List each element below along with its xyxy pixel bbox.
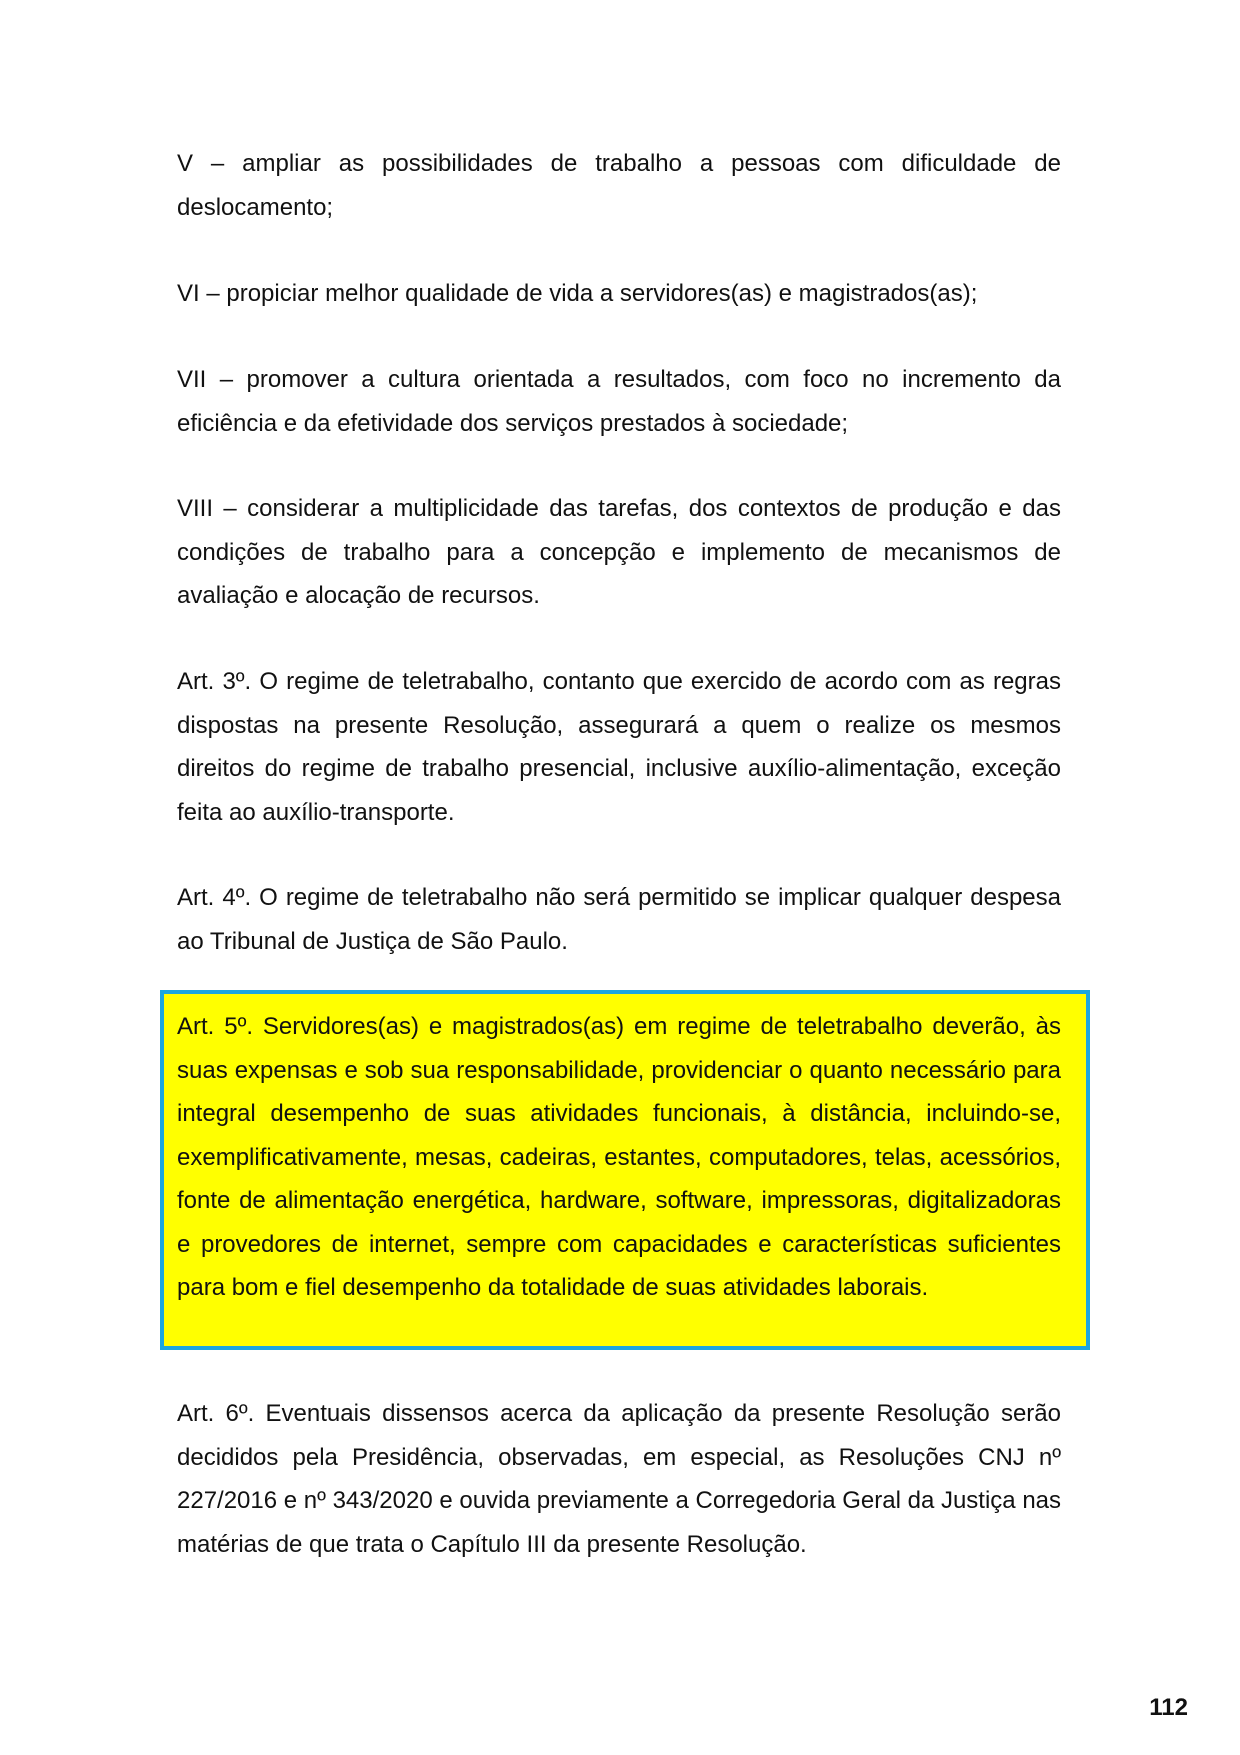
paragraph-art-4: Art. 4º. O regime de teletrabalho não será permitido se implicar qualquer despesa ao Tribunal de Justiça de São Paulo. [177,884,1061,955]
paragraph-item-vii: VII – promover a cultura orientada a resultados, com foco no incremento da eficiência e da efetividade dos serviços prestados à sociedade; [177,366,1061,437]
paragraph-item-v: V – ampliar as possibilidades de trabalho a pessoas com dificuldade de deslocamento; [177,150,1061,221]
paragraph-item-viii: VIII – considerar a multiplicidade das tarefas, dos contextos de produção e das condições de trabalho para a concepção e implemento de mecanismos de avaliação e alocação de recursos. [177,495,1061,609]
paragraph-art-3: Art. 3º. O regime de teletrabalho, contanto que exercido de acordo com as regras dispostas na presente Resolução, assegurará a quem o realize os mesmos direitos do regime de trabalho presencial, inclusive auxílio-alimentação, exceção feita ao auxílio-transporte. [177,668,1061,826]
paragraph-art-6: Art. 6º. Eventuais dissensos acerca da aplicação da presente Resolução serão decididos pela Presidência, observadas, em especial, as Resoluções CNJ nº 227/2016 e nº 343/2020 e ouvida previamente a Corregedoria Geral da Justiça nas matérias de que trata o Capítulo III da presente Resolução. [177,1400,1062,1558]
paragraph-item-vi: VI – propiciar melhor qualidade de vida a servidores(as) e magistrados(as); [177,280,978,307]
page-number: 112 [1149,1694,1188,1721]
paragraph-art-5: Art. 5º. Servidores(as) e magistrados(as) em regime de teletrabalho deverão, às suas expensas e sob sua responsabilidade, providenciar o quanto necessário para integral desempenho de suas atividades funcionais, à distância, incluindo-se, exemplificativamente, mesas, cadeiras, estantes, computadores, telas, acessórios, fonte de alimentação energética, hardware, software, impressoras, digitalizadoras e provedores de internet, sempre com capacidades e características suficientes para bom e fiel desempenho da totalidade de suas atividades laborais. [177,1013,1061,1301]
